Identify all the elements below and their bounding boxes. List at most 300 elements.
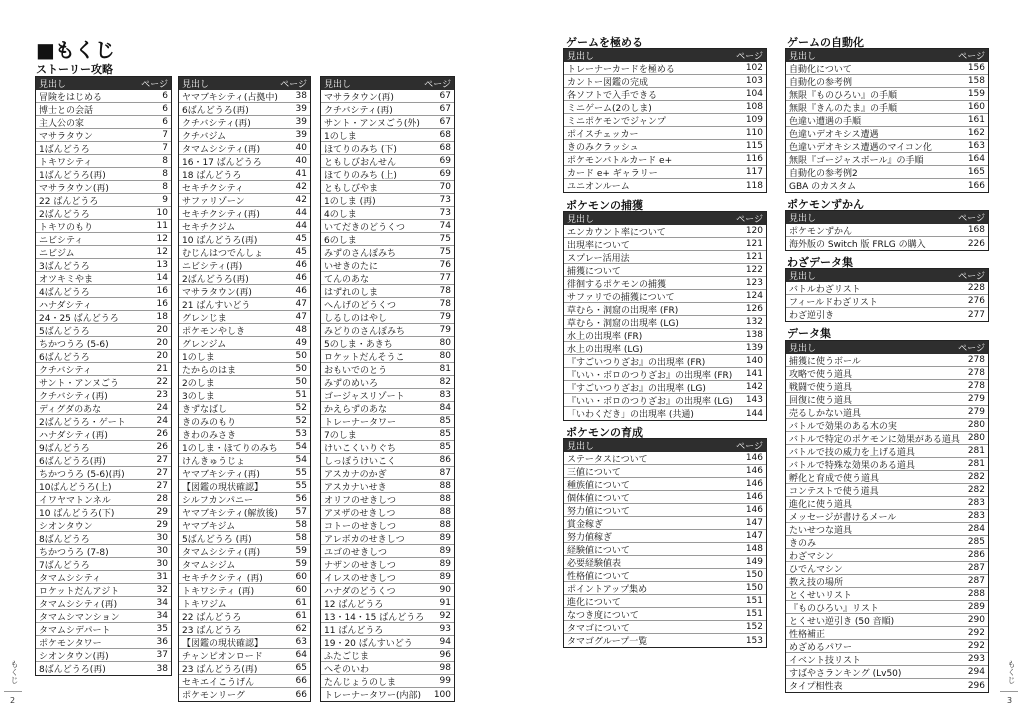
toc-entry-title: 戦闘で使う道具	[789, 382, 853, 393]
toc-entry-page: 60	[295, 572, 307, 582]
toc-entry-title: 11 ばんどうろ	[324, 625, 384, 636]
toc-entry-page: 54	[295, 455, 307, 465]
toc-entry-title: すばやさランキング (Lv50)	[789, 668, 902, 679]
toc-row	[564, 569, 766, 582]
toc-entry-page: 90	[439, 585, 451, 595]
toc-entry-title: バトルで技の威力を上げる道具	[789, 447, 915, 458]
toc-row	[321, 129, 454, 142]
toc-row	[179, 155, 310, 168]
toc-entry-page: 150	[745, 570, 763, 580]
toc-entry-title: マサラタウン(再)	[39, 183, 109, 194]
toc-entry-page: 142	[745, 382, 763, 392]
toc-entry-title: バトルで特殊な効果のある道具	[789, 460, 915, 471]
toc-entry-title: ユニオンルーム	[567, 182, 630, 192]
toc-row	[36, 610, 171, 623]
toc-entry-page: 166	[967, 180, 985, 191]
toc-entry-page: 117	[745, 167, 763, 177]
toc-entry-title: コトーのせきしつ	[324, 521, 397, 532]
toc-entry-page: 50	[295, 364, 307, 374]
toc-entry-page: 93	[439, 624, 451, 634]
story-section-title: ストーリー攻略	[36, 63, 113, 76]
table-header	[786, 341, 988, 354]
toc-entry-page: 162	[967, 128, 985, 138]
toc-entry-title: 草むら・洞窟の出現率 (FR)	[567, 305, 679, 316]
toc-entry-page: 108	[745, 102, 763, 112]
toc-entry-title: 8ばんどうろ(再)	[39, 665, 106, 675]
toc-entry-title: ロケットだんアジト	[39, 586, 120, 597]
toc-row	[321, 116, 454, 129]
toc-entry-page: 153	[745, 635, 763, 646]
toc-row	[179, 610, 310, 623]
toc-entry-page: 150	[745, 583, 763, 593]
toc-row	[786, 523, 988, 536]
toc-entry-page: 8	[162, 156, 168, 166]
toc-entry-page: 122	[745, 265, 763, 275]
toc-entry-title: きのみクラッシュ	[567, 142, 639, 153]
toc-entry-page: 165	[967, 167, 985, 177]
toc-entry-title: 13・14・15 ばんどうろ	[324, 612, 425, 623]
toc-entry-title: トキワジム	[182, 599, 227, 610]
toc-entry-title: トレーナータワー(内部)	[324, 691, 422, 701]
toc-entry-title: たんじょうのしま	[324, 677, 397, 688]
toc-entry-page: 164	[967, 154, 985, 164]
toc-entry-page: 54	[295, 442, 307, 452]
toc-row	[786, 458, 988, 471]
toc-row	[786, 653, 988, 666]
toc-row	[179, 311, 310, 324]
header-page: ページ	[736, 52, 763, 62]
toc-row	[786, 575, 988, 588]
toc-entry-title: トレーナータワー	[324, 417, 397, 428]
toc-entry-title: 『ものひろい』リスト	[789, 603, 879, 614]
toc-entry-title: タマムシシティ(再)	[39, 599, 118, 610]
toc-entry-title: 三値について	[567, 467, 621, 478]
toc-entry-title: ニビジム	[39, 248, 75, 259]
toc-entry-page: 79	[439, 325, 451, 335]
toc-entry-page: 144	[745, 408, 763, 419]
toc-entry-page: 58	[295, 533, 307, 543]
header-page: ページ	[736, 215, 763, 225]
toc-row	[564, 504, 766, 517]
toc-entry-title: 2ばんどうろ(再)	[182, 274, 249, 285]
toc-row	[786, 237, 988, 250]
toc-entry-title: イワヤマトンネル	[39, 495, 111, 506]
automation-section-title: ゲームの自動化	[787, 36, 864, 49]
header-name: 見出し	[182, 80, 210, 90]
toc-row	[321, 246, 454, 259]
page-number-left: 2	[10, 696, 16, 705]
toc-row	[36, 506, 171, 519]
raising-table	[563, 438, 767, 648]
toc-entry-title: 孵化と育成で使う道具	[789, 473, 880, 484]
toc-row	[36, 259, 171, 272]
toc-entry-page: 88	[439, 481, 451, 491]
toc-entry-page: 132	[745, 317, 763, 327]
toc-row	[179, 246, 310, 259]
toc-entry-page: 18	[156, 312, 168, 322]
toc-row	[786, 367, 988, 380]
toc-entry-title: 『いい・ボロのつりざお』の出現率 (FR)	[567, 370, 733, 381]
toc-entry-title: 1ばんどうろ(再)	[39, 170, 106, 181]
toc-entry-page: 6	[162, 117, 168, 127]
toc-entry-title: きのみ	[789, 538, 817, 549]
toc-entry-title: アスカナのかぎ	[324, 469, 387, 480]
toc-row	[36, 298, 171, 311]
margin-rule-left	[4, 691, 22, 692]
master-table	[563, 48, 767, 193]
toc-entry-title: カントー図鑑の完成	[567, 77, 649, 88]
toc-entry-page: 278	[967, 381, 985, 391]
toc-row	[179, 103, 310, 116]
toc-entry-title: めざめるパワー	[789, 642, 853, 653]
toc-entry-title: いせきのたに	[324, 261, 379, 272]
toc-entry-page: 88	[439, 507, 451, 517]
toc-entry-page: 46	[295, 260, 307, 270]
moves-table	[785, 268, 989, 322]
toc-row	[179, 571, 310, 584]
toc-entry-page: 116	[745, 154, 763, 164]
toc-row	[786, 308, 988, 321]
toc-entry-page: 12	[156, 247, 168, 257]
toc-entry-title: とくせいリスト	[789, 590, 852, 601]
toc-entry-page: 279	[967, 407, 985, 417]
toc-row	[179, 389, 310, 402]
toc-entry-title: シオンタウン	[39, 521, 93, 532]
toc-row	[786, 282, 988, 295]
toc-row	[564, 394, 766, 407]
toc-row	[786, 127, 988, 140]
toc-entry-title: 23 ばんどうろ	[182, 625, 242, 636]
toc-entry-page: 39	[295, 117, 307, 127]
toc-row	[564, 608, 766, 621]
toc-entry-title: イレスのせきしつ	[324, 573, 396, 584]
toc-entry-title: ほてりのみち (下)	[324, 144, 397, 155]
header-page: ページ	[958, 52, 985, 62]
toc-row	[564, 101, 766, 114]
toc-entry-title: 1ばんどうろ	[39, 144, 90, 155]
toc-entry-title: コンテストで使う道具	[789, 486, 879, 497]
toc-entry-title: 12 ばんどうろ	[324, 599, 384, 610]
toc-entry-title: ニビシティ(再)	[182, 261, 243, 272]
toc-entry-title: ポケモンバトルカード e+	[567, 155, 673, 166]
toc-entry-title: ステータスについて	[567, 454, 648, 465]
toc-row	[179, 649, 310, 662]
toc-row	[321, 454, 454, 467]
toc-row	[786, 114, 988, 127]
toc-entry-page: 276	[967, 296, 985, 306]
toc-entry-page: 20	[156, 351, 168, 361]
toc-entry-page: 69	[439, 156, 451, 166]
toc-row	[786, 406, 988, 419]
toc-entry-page: 146	[745, 492, 763, 502]
toc-row	[786, 153, 988, 166]
toc-row	[321, 337, 454, 350]
toc-entry-title: ほてりのみち (上)	[324, 170, 397, 181]
toc-entry-title: 9ばんどうろ	[39, 443, 90, 454]
pokedex-section-title: ポケモンずかん	[787, 198, 864, 211]
toc-entry-title: 博士との会話	[39, 105, 94, 116]
toc-entry-title: タマゴについて	[567, 623, 630, 634]
toc-entry-page: 31	[156, 572, 168, 582]
toc-row	[564, 88, 766, 101]
toc-row	[179, 298, 310, 311]
toc-entry-title: ポイスチェッカー	[567, 129, 639, 140]
toc-entry-title: 『すごいつりざお』の出現率 (FR)	[567, 357, 706, 368]
toc-row	[321, 519, 454, 532]
toc-entry-page: 50	[295, 351, 307, 361]
toc-entry-title: 出現率について	[567, 240, 630, 251]
toc-row	[179, 259, 310, 272]
toc-row	[321, 194, 454, 207]
toc-row	[321, 415, 454, 428]
toc-entry-page: 159	[967, 89, 985, 99]
toc-entry-page: 99	[439, 676, 451, 686]
toc-entry-page: 160	[967, 102, 985, 112]
toc-entry-title: 23 ばんどうろ(再)	[182, 664, 258, 675]
toc-entry-title: 2ばんどうろ	[39, 209, 90, 220]
toc-entry-title: 賞金稼ぎ	[567, 519, 604, 530]
toc-entry-title: 捕獲に使うボール	[789, 356, 861, 367]
toc-entry-page: 34	[156, 598, 168, 608]
toc-entry-page: 21	[156, 364, 168, 374]
toc-entry-page: 81	[439, 364, 451, 374]
toc-row	[36, 311, 171, 324]
toc-entry-page: 64	[295, 650, 307, 660]
toc-entry-page: 283	[967, 498, 985, 508]
toc-row	[36, 220, 171, 233]
toc-entry-title: ポケモンタワー	[39, 638, 102, 649]
toc-row	[564, 478, 766, 491]
toc-entry-title: 10 ばんどうろ(再)	[182, 235, 258, 246]
toc-entry-title: 個体値について	[567, 493, 630, 504]
toc-entry-page: 56	[295, 494, 307, 504]
toc-row	[179, 324, 310, 337]
toc-entry-title: 10 ばんどうろ(下)	[39, 508, 115, 519]
toc-row	[321, 558, 454, 571]
side-label-right: もくじ	[1007, 660, 1016, 684]
toc-entry-title: マサラタウン	[39, 131, 93, 142]
toc-row	[36, 233, 171, 246]
table-header	[786, 211, 988, 224]
toc-entry-title: バトルで特定のポケモンに効果がある道具	[789, 434, 960, 445]
toc-entry-title: 努力値について	[567, 506, 630, 517]
toc-entry-page: 147	[745, 531, 763, 541]
toc-row	[179, 558, 310, 571]
toc-entry-page: 226	[967, 238, 985, 249]
side-label-left: もくじ	[10, 660, 19, 684]
toc-row	[564, 342, 766, 355]
toc-row	[179, 623, 310, 636]
toc-row	[179, 363, 310, 376]
toc-entry-title: 1のしま (再)	[324, 196, 376, 207]
toc-entry-page: 24	[156, 403, 168, 413]
toc-entry-title: サント・アンヌごう	[39, 378, 119, 389]
toc-row	[321, 285, 454, 298]
toc-row	[321, 636, 454, 649]
toc-entry-page: 104	[745, 89, 763, 99]
toc-row	[321, 233, 454, 246]
toc-row	[321, 90, 454, 103]
toc-entry-page: 89	[439, 559, 451, 569]
toc-row	[564, 543, 766, 556]
toc-entry-title: ポケモンリーグ	[182, 691, 246, 701]
header-page: ページ	[958, 344, 985, 354]
toc-entry-title: スプレー活用法	[567, 253, 630, 264]
toc-entry-title: 性格補正	[789, 629, 826, 640]
toc-entry-page: 47	[295, 312, 307, 322]
toc-row	[321, 467, 454, 480]
toc-entry-title: とくせい逆引き (50 音順)	[789, 616, 895, 627]
toc-row	[786, 562, 988, 575]
toc-entry-page: 50	[295, 377, 307, 387]
toc-row	[179, 415, 310, 428]
toc-entry-title: 捕獲について	[567, 266, 621, 277]
toc-row	[36, 207, 171, 220]
toc-row	[564, 179, 766, 192]
toc-row	[36, 285, 171, 298]
toc-row	[786, 510, 988, 523]
toc-entry-page: 280	[967, 433, 985, 443]
toc-entry-page: 88	[439, 520, 451, 530]
toc-entry-page: 63	[295, 637, 307, 647]
toc-entry-page: 69	[439, 169, 451, 179]
toc-row	[179, 272, 310, 285]
toc-entry-title: ともしびおんせん	[324, 157, 397, 168]
toc-row	[564, 114, 766, 127]
toc-row	[564, 465, 766, 478]
table-header	[786, 269, 988, 282]
toc-row	[179, 129, 310, 142]
header-name: 見出し	[789, 272, 817, 282]
toc-entry-page: 7	[162, 130, 168, 140]
toc-entry-title: 22 ばんどうろ	[39, 196, 99, 207]
toc-entry-page: 126	[745, 304, 763, 314]
toc-row	[321, 168, 454, 181]
toc-entry-page: 100	[433, 689, 451, 700]
toc-row	[321, 441, 454, 454]
toc-row	[564, 556, 766, 569]
toc-row	[564, 153, 766, 166]
toc-entry-page: 121	[745, 239, 763, 249]
toc-row	[179, 662, 310, 675]
toc-entry-title: 6ばんどうろ	[39, 352, 90, 363]
toc-entry-title: タマゴグループ一覧	[567, 637, 648, 647]
toc-row	[564, 316, 766, 329]
header-name: 見出し	[567, 52, 595, 62]
toc-entry-title: 7ばんどうろ	[39, 560, 90, 571]
toc-row	[564, 127, 766, 140]
toc-row	[786, 179, 988, 192]
toc-entry-title: 6ばんどうろ(再)	[39, 456, 106, 467]
toc-entry-title: 自動化の参考例2	[789, 168, 858, 179]
toc-entry-page: 98	[439, 663, 451, 673]
toc-row	[564, 290, 766, 303]
toc-entry-title: へんげのどうくつ	[324, 300, 397, 311]
toc-entry-page: 91	[439, 598, 451, 608]
toc-entry-page: 46	[295, 273, 307, 283]
toc-row	[786, 471, 988, 484]
toc-entry-page: 121	[745, 252, 763, 262]
header-name: 見出し	[567, 215, 595, 225]
toc-row	[36, 441, 171, 454]
toc-entry-title: ヤマブキシティ(解放後)	[182, 508, 278, 519]
table-header	[179, 77, 310, 90]
toc-row	[786, 393, 988, 406]
toc-entry-page: 87	[439, 468, 451, 478]
table-header	[564, 439, 766, 452]
toc-row	[786, 88, 988, 101]
toc-entry-page: 96	[439, 650, 451, 660]
master-section-title: ゲームを極める	[566, 36, 643, 49]
toc-entry-page: 140	[745, 356, 763, 366]
toc-entry-title: ハナダシティ	[39, 300, 92, 311]
toc-entry-page: 61	[295, 598, 307, 608]
toc-row	[179, 519, 310, 532]
toc-entry-page: 89	[439, 533, 451, 543]
page-title: ■もくじ	[36, 38, 115, 62]
toc-row	[321, 220, 454, 233]
toc-row	[786, 640, 988, 653]
toc-entry-title: 1のしま	[182, 352, 215, 363]
toc-entry-page: 42	[295, 182, 307, 192]
toc-entry-page: 59	[295, 546, 307, 556]
toc-entry-page: 46	[295, 286, 307, 296]
toc-entry-page: 120	[745, 226, 763, 236]
toc-entry-page: 88	[439, 494, 451, 504]
toc-entry-page: 103	[745, 76, 763, 86]
toc-row	[179, 493, 310, 506]
toc-entry-page: 285	[967, 537, 985, 547]
toc-entry-title: バトルわざリスト	[789, 284, 861, 295]
toc-row	[321, 428, 454, 441]
toc-entry-page: 141	[745, 369, 763, 379]
toc-entry-page: 296	[967, 680, 985, 691]
toc-entry-title: クチバシティ(再)	[324, 105, 393, 116]
toc-entry-title: ちかつうろ (5-6)	[39, 339, 109, 350]
toc-entry-page: 20	[156, 338, 168, 348]
toc-entry-title: 色違いデオキシス遭遇	[789, 129, 879, 140]
toc-entry-title: 19・20 ばんすいどう	[324, 638, 413, 649]
toc-entry-page: 68	[439, 143, 451, 153]
toc-row	[786, 666, 988, 679]
toc-entry-title: クチバシティ(再)	[182, 118, 251, 129]
toc-entry-title: 冒険をはじめる	[39, 92, 103, 103]
toc-entry-page: 60	[295, 585, 307, 595]
toc-entry-page: 78	[439, 286, 451, 296]
toc-entry-page: 143	[745, 395, 763, 405]
toc-row	[321, 649, 454, 662]
toc-entry-title: 必要経験値表	[567, 558, 622, 569]
toc-row	[36, 337, 171, 350]
toc-entry-title: 色違いデオキシス遭遇のマイコン化	[789, 142, 932, 153]
toc-entry-page: 20	[156, 325, 168, 335]
toc-entry-page: 7	[162, 143, 168, 153]
toc-entry-page: 277	[967, 309, 985, 320]
toc-entry-page: 76	[439, 260, 451, 270]
toc-entry-page: 85	[439, 429, 451, 439]
story-table-2	[178, 76, 311, 702]
toc-entry-page: 168	[967, 225, 985, 235]
toc-row	[179, 220, 310, 233]
toc-entry-title: 【図鑑の現状確認】	[182, 482, 264, 493]
toc-entry-title: きのみのもり	[182, 417, 237, 428]
toc-row	[321, 363, 454, 376]
toc-entry-page: 30	[156, 533, 168, 543]
toc-entry-title: 種族値について	[567, 480, 630, 491]
toc-entry-title: ちかつうろ (5-6)(再)	[39, 469, 125, 480]
toc-row	[179, 688, 310, 701]
toc-entry-title: 攻略で使う道具	[789, 369, 853, 380]
